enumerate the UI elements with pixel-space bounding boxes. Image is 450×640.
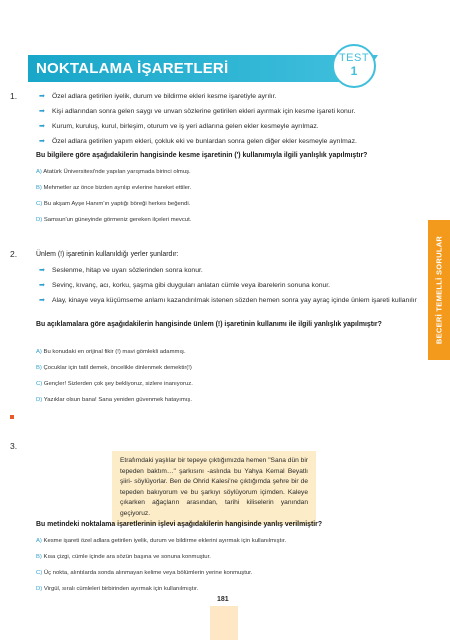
arrow-icon: ➡: [39, 93, 45, 100]
arrow-icon: ➡: [39, 297, 45, 304]
question-number: 3.: [10, 441, 18, 451]
arrow-icon: ➡: [39, 123, 45, 130]
list-item: ➡ Alay, kinaye veya küçümseme anlamı kazandırılmak istenen sözden hemen sonra yay ayraç içinde ünlem işareti kullanılır: [39, 297, 417, 304]
list-item: ➡ Seslenme, hitap ve uyarı sözlerinden sonra konur.: [39, 267, 203, 274]
question-number: 2.: [10, 249, 18, 259]
answer-option[interactable]: B) Kısa çizgi, cümle içinde ara sözün başına ve sonuna konmuştur.: [36, 554, 211, 560]
answer-option[interactable]: A) Kesme işareti özel adlara getirilen iyelik, durum ve bildirme eklerini ayırmak için kullanılmıştır.: [36, 538, 287, 544]
answer-option[interactable]: D) Virgül, sıralı cümleleri birbirinden ayırmak için kullanılmıştır.: [36, 586, 199, 592]
list-item: ➡ Sevinç, kıvanç, acı, korku, şaşma gibi duyguları anlatan cümle veya ibarelerin sonuna konur.: [39, 282, 331, 289]
list-item: ➡ Kurum, kuruluş, kurul, birleşim, oturum ve iş yeri adlarına gelen ekler kesmeyle ayrılmaz.: [39, 123, 319, 130]
answer-option[interactable]: C) Üç nokta, alıntılarda sonda alınmayan kelime veya bölümlerin yerine konmuştur.: [36, 570, 253, 576]
test-badge: [332, 44, 376, 88]
divider-mark: [10, 415, 14, 419]
arrow-icon: ➡: [39, 267, 45, 274]
answer-option[interactable]: A) Atatürk Üniversitesi'nde yapılan yarışmada birinci olmuş.: [36, 169, 191, 175]
question-stem: Bu bilgilere göre aşağıdakilerin hangisinde kesme işaretinin (') kullanımıyla ilgili yanlışlık yapılmıştır?: [36, 152, 368, 159]
test-number: 1: [350, 64, 358, 78]
list-item: ➡ Kişi adlarından sonra gelen saygı ve unvan sözlerine getirilen ekleri ayırmak için kesme işareti konur.: [39, 108, 356, 115]
question-stem: Bu metindeki noktalama işaretlerinin işlevi aşağıdakilerin hangisinde yanlış verilmiştir?: [36, 521, 323, 528]
answer-option[interactable]: A) Bu konudaki en orijinal fikir (!) mavi gömlekli adammış.: [36, 349, 186, 355]
side-label: BECERİ TEMELLİ SORULAR: [434, 235, 444, 345]
reading-passage: Etrafımdaki yaşlılar bir tepeye çıktığımızda hemen "Sana dün bir tepeden baktım…" şarkısını -aslında bu Yahya Kemal Beyatlı şiiri- söylüyorlar. Ben de Ohrid Kalesi'ne çıktığımda şehre bir de tepeden bakıyorum ve bu şarkıyı söylüyorum içimden. Kaleye çıkarken ağaçların arasından, tarihi kiliselerin yanından geçiyoruz.: [112, 451, 316, 525]
arrow-icon: ➡: [39, 108, 45, 115]
question-intro: Ünlem (!) işaretinin kullanıldığı yerler şunlardır:: [36, 251, 179, 258]
answer-option[interactable]: B) Mehmetler az önce bizden ayrılıp evlerine hareket ettiler.: [36, 185, 192, 191]
answer-option[interactable]: C) Bu akşam Ayşe Hanım'ın yaptığı böreği herkes beğendi.: [36, 201, 191, 207]
list-item: ➡ Özel adlara getirilen iyelik, durum ve bildirme ekleri kesme işaretiyle ayrılır.: [39, 93, 277, 100]
arrow-icon: ➡: [39, 138, 45, 145]
test-label: TEST: [338, 52, 370, 64]
page-title: NOKTALAMA İŞARETLERİ: [36, 60, 229, 77]
list-item: ➡ Özel adlara getirilen yapım ekleri, çokluk eki ve bunlardan sonra gelen diğer ekler kesmeyle ayrılmaz.: [39, 138, 357, 145]
answer-option[interactable]: B) Çocuklar için tatil demek, öncelikle dinlenmek demektir(!): [36, 365, 192, 371]
answer-option[interactable]: D) Samsun'un güneyinde görmeniz gereken ilçeleri mevcut.: [36, 217, 192, 223]
answer-option[interactable]: C) Gençler! Sizlerden çok şey bekliyoruz, sizlere inanıyoruz.: [36, 381, 193, 387]
question-stem: Bu açıklamalara göre aşağıdakilerin hangisinde ünlem (!) işaretinin kullanımı ile ilgili yanlışlık yapılmıştır?: [36, 321, 382, 328]
arrow-icon: ➡: [39, 282, 45, 289]
answer-option[interactable]: D) Yazıklar olsun bana! Sana yeniden güvenmek hatayımış.: [36, 397, 192, 403]
page-number: 181: [217, 596, 229, 603]
page-strip: [210, 606, 238, 640]
question-number: 1.: [10, 91, 18, 101]
